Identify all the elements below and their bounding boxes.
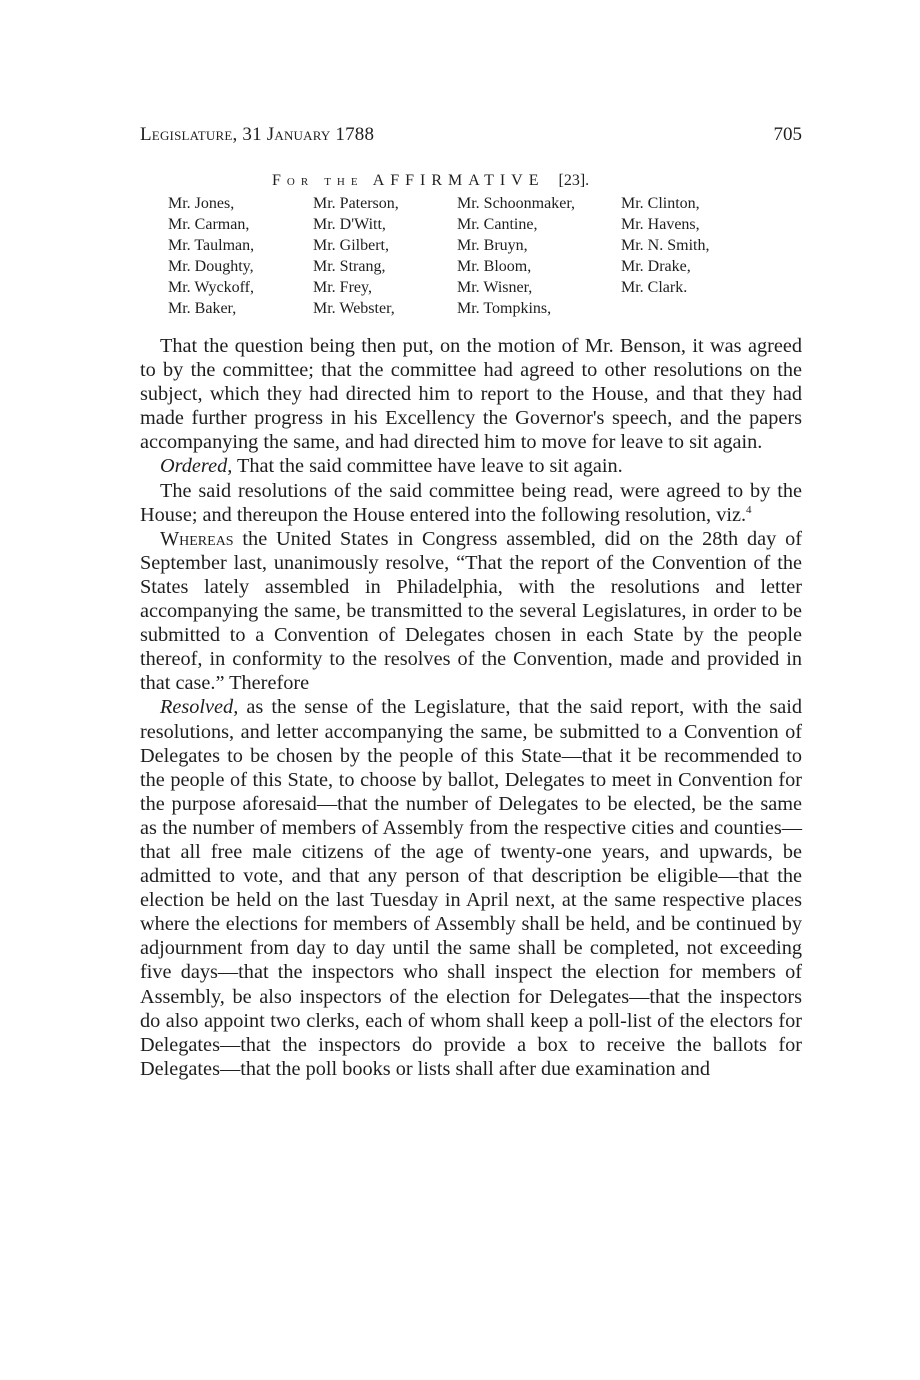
member-name: Mr. Strang, <box>313 258 386 275</box>
member-name: Mr. D'Witt, <box>313 216 386 233</box>
member-name: Mr. Frey, <box>313 279 372 296</box>
ordered-lead: Ordered, <box>160 455 233 478</box>
paragraph-text: The said resolutions of the said committee being read, were agreed to by the House; and thereupon the House entered into the following resolution, viz. <box>140 479 802 526</box>
body-text <box>140 334 802 1081</box>
resolved-lead: Resolved, <box>160 696 239 719</box>
member-name: Mr. Jones, <box>168 195 235 212</box>
whereas-lead: Whereas <box>160 527 234 550</box>
member-name: Mr. Clark. <box>621 279 688 296</box>
vote-count: [23]. <box>558 172 590 189</box>
paragraph: That the question being then put, on the motion of Mr. Benson, it was agreed to by the committee; that the committee had agreed to other resolutions on the subject, which they had directed him to report to the House, and that they had made further progress in his Excellency the Governor's speech, and the papers accompanying the same, and had directed him to move for leave to sit again. <box>140 335 802 454</box>
member-name: Mr. Bruyn, <box>457 237 528 254</box>
member-name: Mr. Webster, <box>313 300 395 317</box>
page-number: 705 <box>773 124 802 145</box>
name-row <box>168 298 751 319</box>
member-name: Mr. Bloom, <box>457 258 532 275</box>
member-name: Mr. Clinton, <box>621 195 700 212</box>
member-name: Mr. Doughty, <box>168 258 254 275</box>
footnote-marker: 4 <box>746 503 752 516</box>
name-row <box>168 256 751 277</box>
member-name: Mr. Wisner, <box>457 279 533 296</box>
paragraph <box>140 695 802 1081</box>
paragraph <box>140 479 802 527</box>
member-name: Mr. Tompkins, <box>457 300 552 317</box>
name-row <box>168 277 751 298</box>
member-name: Mr. Paterson, <box>313 195 399 212</box>
member-name: Mr. Schoonmaker, <box>457 195 576 212</box>
vote-heading-word: For <box>272 172 315 189</box>
vote-name-list <box>168 193 751 319</box>
vote-heading-main: AFFIRMATIVE <box>372 172 545 189</box>
running-title: Legislature, 31 January 1788 <box>140 124 375 145</box>
name-row <box>168 214 751 235</box>
member-name: Mr. Wyckoff, <box>168 279 254 296</box>
paragraph-text: the United States in Congress assembled, did on the 28th day of September last, unanimously resolve, “That the report of the Convention of the States lately assembled in Philadelphia, with the resolutions and letter accompanying the same, be transmitted to the several Legislatures, in order to be submitted to a Convention of Delegates chosen in each State by the people thereof, in conformity to the resolves of the Convention, made and provided in that case.” Therefore <box>140 527 802 695</box>
paragraph <box>140 527 802 696</box>
vote-heading <box>272 172 589 190</box>
name-row <box>168 235 751 256</box>
paragraph <box>140 454 802 478</box>
member-name: Mr. Cantine, <box>457 216 538 233</box>
paragraph-text: as the sense of the Legislature, that the said report, with the said resolutions, and letter accompanying the same, be submitted to a Convention of Delegates to be chosen by the people of this State—that it be recommended to the people of this State, to choose by ballot, Delegates to meet in Convention for the purpose aforesaid—that the number of Delegates to be elected, be the same as the number of members of Assembly from the respective cities and counties—that all free male citizens of the age of twenty-one years, and upwards, be admitted to vote, and that any person of that description be eligible—that the election be held on the last Tuesday in April next, at the same respective places where the elections for members of Assembly shall be held, and be continued by adjournment from day to day until the same shall be completed, not exceeding five days—that the inspectors who shall inspect the election for members of Assembly, be also inspectors of the election for Delegates—that the inspectors do also appoint two clerks, each of whom shall keep a poll-list of the electors for Delegates—that the inspectors do provide a box to receive the ballots for Delegates—that the poll books or lists shall after due examination and <box>140 696 802 1080</box>
running-header <box>140 124 802 146</box>
member-name: Mr. Carman, <box>168 216 250 233</box>
member-name: Mr. Baker, <box>168 300 237 317</box>
member-name: Mr. Drake, <box>621 258 691 275</box>
member-name: Mr. N. Smith, <box>621 237 710 254</box>
member-name: Mr. Taulman, <box>168 237 255 254</box>
name-row <box>168 193 751 214</box>
vote-heading-word: the <box>324 172 364 189</box>
member-name: Mr. Havens, <box>621 216 700 233</box>
member-name: Mr. Gilbert, <box>313 237 389 254</box>
paragraph-text: That the said committee have leave to sit again. <box>232 455 623 478</box>
member-name <box>621 298 751 319</box>
